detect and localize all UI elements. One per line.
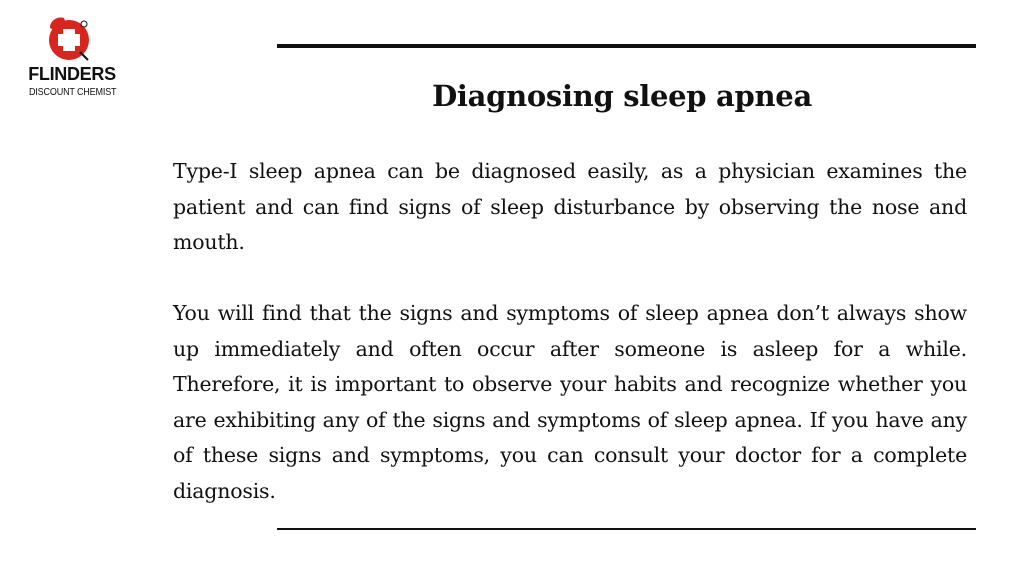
brand-name: FLINDERS (28, 64, 116, 84)
top-divider (277, 44, 976, 48)
slide-title: Diagnosing sleep apnea (432, 79, 812, 113)
brand-tagline: DISCOUNT CHEMIST (29, 86, 117, 98)
paragraph-diagnosis: Type-I sleep apnea can be diagnosed easily, as a physician examines the patient and can find signs of sleep disturbance by observing the nose and mouth. (173, 159, 967, 254)
bottom-divider (277, 528, 976, 530)
brand-logo (22, 14, 122, 104)
slide-body (173, 154, 967, 509)
pharmacy-cross-logo-icon (44, 14, 94, 62)
paragraph-symptoms: You will find that the signs and symptoms of sleep apnea don’t always show up immediately and often occur after someone is asleep for a while. Therefore, it is important to observe your habits and recognize whether you are exhibiting any of the signs and symptoms of sleep apnea. If you have any of these signs and symptoms, you can consult your doctor for a complete diagnosis. (173, 301, 967, 503)
